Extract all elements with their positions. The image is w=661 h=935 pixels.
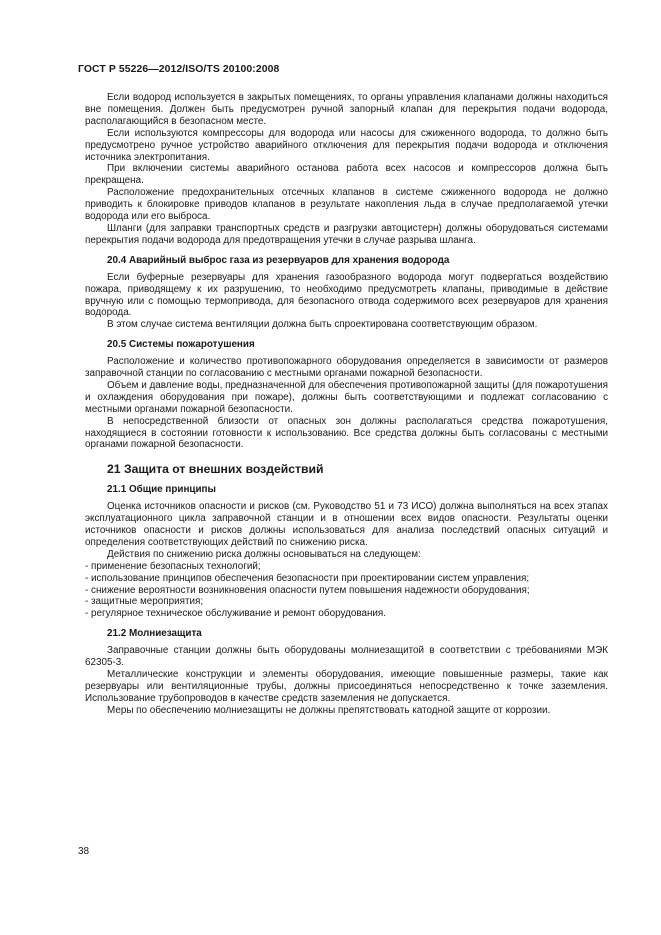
paragraph: Заправочные станции должны быть оборудованы молниезащитой в соответствии с требованиями МЭК 62305-3. (85, 645, 608, 669)
paragraph: Металлические конструкции и элементы оборудования, имеющие повышенные размеры, такие как резервуары или вентиляционные трубы, должны присоединяться непосредственно к точке заземления. Использование трубопроводов в качестве средств заземления не допускается. (85, 668, 608, 704)
paragraph: Шланги (для заправки транспортных средств и разгрузки автоцистерн) должны оборудоваться системами перекрытия подачи водорода для предотвращения утечки в случае разрыва шланга. (85, 222, 608, 246)
section-heading-20-5: 20.5 Системы пожаротушения (107, 339, 255, 351)
list-item: - использование принципов обеспечения безопасности при проектировании систем управления; (85, 572, 530, 584)
list-item: - снижение вероятности возникновения опасности путем повышения надежности оборудования; (85, 584, 530, 596)
section-heading-21: 21 Защита от внешних воздействий (107, 462, 324, 477)
section-heading-20-4: 20.4 Аварийный выброс газа из резервуаров для хранения водорода (107, 254, 450, 266)
section-heading-21-1: 21.1 Общие принципы (107, 484, 216, 496)
document-body (85, 92, 608, 717)
paragraph: Если используются компрессоры для водорода или насосы для сжиженного водорода, то должно быть предусмотрено ручное устройство аварийного отключения для перекрытия подачи водорода и отключения источника электропитания. (85, 127, 608, 163)
paragraph: Действия по снижению риска должны основываться на следующем: (107, 548, 421, 560)
paragraph: В этом случае система вентиляции должна быть спроектирована соответствующим образом. (107, 319, 538, 331)
paragraph: Объем и давление воды, предназначенной для обеспечения противопожарной защиты (для пожаротушения и охлаждения оборудования при пожаре), должны быть соответствующими и подлежат согласованию с местными органами пожарной безопасности. (85, 379, 608, 415)
paragraph: В непосредственной близости от опасных зон должны располагаться средства пожаротушения, находящиеся в состоянии готовности к использованию. Все средства должны быть согласованы с местными органами пожарной безопасности. (85, 415, 608, 451)
page-number: 38 (78, 846, 90, 857)
list-item: - применение безопасных технологий; (85, 560, 261, 572)
section-heading-21-2: 21.2 Молниезащита (107, 628, 202, 640)
document-header: ГОСТ Р 55226—2012/ISO/TS 20100:2008 (78, 64, 280, 75)
paragraph: Если буферные резервуары для хранения газообразного водорода могут подвергаться воздействию пожара, приводящему к их разрушению, то необходимо предусмотреть клапаны, приводимые в действие вручную или с помощью термопривода, для безопасного отвода содержимого всех резервуаров для хранения водорода. (85, 271, 608, 319)
list-item: - защитные мероприятия; (85, 596, 204, 608)
paragraph: Меры по обеспечению молниезащиты не должны препятствовать катодной защите от коррозии. (107, 704, 551, 716)
paragraph: Расположение предохранительных отсечных клапанов в системе сжиженного водорода не должно приводить к блокировке приводов клапанов в результате накопления льда в случае предполагаемой утечки водорода или его выброса. (85, 187, 608, 223)
paragraph: Если водород используется в закрытых помещениях, то органы управления клапанами должны находиться вне помещения. Должен быть предусмотрен ручной запорный клапан для перекрытия подачи водорода, располагающийся в безопасном месте. (85, 92, 608, 127)
paragraph: Оценка источников опасности и рисков (см. Руководство 51 и 73 ИСО) должна выполняться на всех этапах эксплуатационного цикла заправочной станции и в отношении всех видов опасности. Результаты оценки источников опасности и рисков должны использоваться для анализа последствий опасных ситуаций и определения соответствующих действий по снижению риска. (85, 501, 608, 548)
list-item: - регулярное техническое обслуживание и ремонт оборудования. (85, 608, 387, 620)
paragraph: При включении системы аварийного останова работа всех насосов и компрессоров должна быть прекращена. (85, 163, 608, 187)
paragraph: Расположение и количество противопожарного оборудования определяется в зависимости от размеров заправочной станции по согласованию с местными органами пожарной безопасности. (85, 356, 608, 380)
